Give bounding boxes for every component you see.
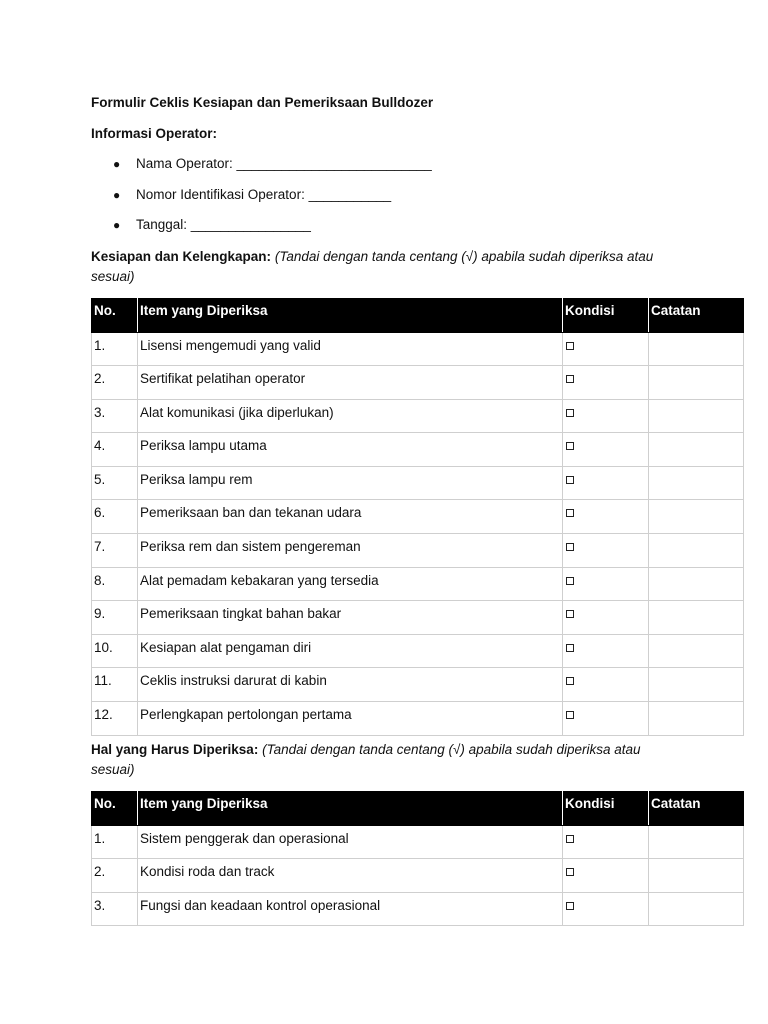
readiness-checklist-table — [91, 298, 744, 736]
row-number: 1. — [92, 825, 138, 859]
operator-info-heading: Informasi Operator: — [91, 126, 218, 141]
table-row — [92, 366, 744, 400]
header-catatan: Catatan — [649, 298, 744, 332]
operator-id-field[interactable] — [91, 186, 743, 204]
row-kondisi — [563, 332, 649, 366]
row-item: Periksa lampu rem — [138, 466, 563, 500]
row-item: Sertifikat pelatihan operator — [138, 366, 563, 400]
row-kondisi — [563, 634, 649, 668]
checkbox-icon[interactable] — [566, 375, 574, 383]
row-catatan[interactable] — [649, 567, 744, 601]
row-item: Pemeriksaan tingkat bahan bakar — [138, 601, 563, 635]
header-kondisi: Kondisi — [563, 298, 649, 332]
checkbox-icon[interactable] — [566, 677, 574, 685]
row-catatan[interactable] — [649, 859, 744, 893]
row-catatan[interactable] — [649, 534, 744, 568]
row-item: Kondisi roda dan track — [138, 859, 563, 893]
checkbox-icon[interactable] — [566, 442, 574, 450]
table-row — [92, 634, 744, 668]
inspection-checklist-table — [91, 791, 744, 927]
header-no: No. — [92, 298, 138, 332]
row-catatan[interactable] — [649, 634, 744, 668]
row-number: 12. — [92, 702, 138, 736]
table-row — [92, 567, 744, 601]
row-kondisi — [563, 534, 649, 568]
section1-intro — [91, 247, 671, 287]
table-row — [92, 668, 744, 702]
section2-heading: Hal yang Harus Diperiksa: — [91, 741, 259, 757]
table-row — [92, 500, 744, 534]
checkbox-icon[interactable] — [566, 711, 574, 719]
section2-note: (Tandai dengan tanda centang (√) apabila sudah diperiksa atau sesuai) — [91, 741, 641, 777]
row-number: 10. — [92, 634, 138, 668]
row-kondisi — [563, 399, 649, 433]
header-item: Item yang Diperiksa — [138, 298, 563, 332]
row-number: 3. — [92, 892, 138, 926]
row-number: 2. — [92, 366, 138, 400]
checkbox-icon[interactable] — [566, 577, 574, 585]
row-catatan[interactable] — [649, 702, 744, 736]
row-number: 7. — [92, 534, 138, 568]
table-row — [92, 892, 744, 926]
field-label: Tanggal: ________________ — [136, 217, 311, 232]
row-catatan[interactable] — [649, 332, 744, 366]
row-number: 3. — [92, 399, 138, 433]
row-number: 5. — [92, 466, 138, 500]
bullet-icon: ● — [113, 218, 121, 232]
checkbox-icon[interactable] — [566, 509, 574, 517]
table-header-row — [92, 791, 744, 825]
row-item: Alat komunikasi (jika diperlukan) — [138, 399, 563, 433]
checkbox-icon[interactable] — [566, 902, 574, 910]
row-kondisi — [563, 500, 649, 534]
row-catatan[interactable] — [649, 466, 744, 500]
row-item: Periksa rem dan sistem pengereman — [138, 534, 563, 568]
row-number: 11. — [92, 668, 138, 702]
checkbox-icon[interactable] — [566, 835, 574, 843]
row-kondisi — [563, 567, 649, 601]
row-number: 4. — [92, 433, 138, 467]
row-catatan[interactable] — [649, 433, 744, 467]
row-number: 1. — [92, 332, 138, 366]
row-kondisi — [563, 892, 649, 926]
row-kondisi — [563, 668, 649, 702]
operator-info-list — [91, 155, 743, 234]
table-row — [92, 825, 744, 859]
row-item: Perlengkapan pertolongan pertama — [138, 702, 563, 736]
header-no: No. — [92, 791, 138, 825]
table-row — [92, 601, 744, 635]
table-row — [92, 399, 744, 433]
field-label: Nomor Identifikasi Operator: ___________ — [136, 186, 392, 202]
section2-intro — [91, 740, 671, 780]
checkbox-icon[interactable] — [566, 610, 574, 618]
row-catatan[interactable] — [649, 825, 744, 859]
field-label: Nama Operator: __________________________ — [136, 156, 432, 171]
checkbox-icon[interactable] — [566, 543, 574, 551]
row-kondisi — [563, 466, 649, 500]
row-item: Alat pemadam kebakaran yang tersedia — [138, 567, 563, 601]
form-title: Formulir Ceklis Kesiapan dan Pemeriksaan Bulldozer — [91, 95, 434, 110]
table-row — [92, 433, 744, 467]
operator-name-field[interactable] — [91, 155, 743, 173]
header-item: Item yang Diperiksa — [138, 791, 563, 825]
table-row — [92, 859, 744, 893]
row-catatan[interactable] — [649, 399, 744, 433]
row-kondisi — [563, 825, 649, 859]
readiness-table-body — [92, 332, 744, 735]
table-row — [92, 534, 744, 568]
checkbox-icon[interactable] — [566, 868, 574, 876]
row-item: Periksa lampu utama — [138, 433, 563, 467]
row-item: Ceklis instruksi darurat di kabin — [138, 668, 563, 702]
table-row — [92, 702, 744, 736]
table-header-row — [92, 298, 744, 332]
row-kondisi — [563, 702, 649, 736]
row-catatan[interactable] — [649, 892, 744, 926]
row-kondisi — [563, 601, 649, 635]
row-item: Kesiapan alat pengaman diri — [138, 634, 563, 668]
section1-heading: Kesiapan dan Kelengkapan: — [91, 248, 272, 264]
row-item: Pemeriksaan ban dan tekanan udara — [138, 500, 563, 534]
checkbox-icon[interactable] — [566, 409, 574, 417]
row-item: Fungsi dan keadaan kontrol operasional — [138, 892, 563, 926]
row-kondisi — [563, 859, 649, 893]
row-item: Lisensi mengemudi yang valid — [138, 332, 563, 366]
checkbox-icon[interactable] — [566, 476, 574, 484]
bullet-icon: ● — [113, 157, 121, 171]
row-number: 8. — [92, 567, 138, 601]
table-row — [92, 466, 744, 500]
row-catatan[interactable] — [649, 500, 744, 534]
document-page — [91, 94, 743, 926]
date-field[interactable] — [91, 216, 743, 234]
bullet-icon: ● — [113, 187, 121, 202]
header-kondisi: Kondisi — [563, 791, 649, 825]
inspection-table-body — [92, 825, 744, 926]
row-number: 6. — [92, 500, 138, 534]
row-catatan[interactable] — [649, 668, 744, 702]
row-kondisi — [563, 366, 649, 400]
row-number: 2. — [92, 859, 138, 893]
row-number: 9. — [92, 601, 138, 635]
row-kondisi — [563, 433, 649, 467]
row-catatan[interactable] — [649, 601, 744, 635]
table-row — [92, 332, 744, 366]
row-item: Sistem penggerak dan operasional — [138, 825, 563, 859]
checkbox-icon[interactable] — [566, 342, 574, 350]
checkbox-icon[interactable] — [566, 644, 574, 652]
header-catatan: Catatan — [649, 791, 744, 825]
section1-note: (Tandai dengan tanda centang (√) apabila sudah diperiksa atau sesuai) — [91, 248, 654, 284]
row-catatan[interactable] — [649, 366, 744, 400]
